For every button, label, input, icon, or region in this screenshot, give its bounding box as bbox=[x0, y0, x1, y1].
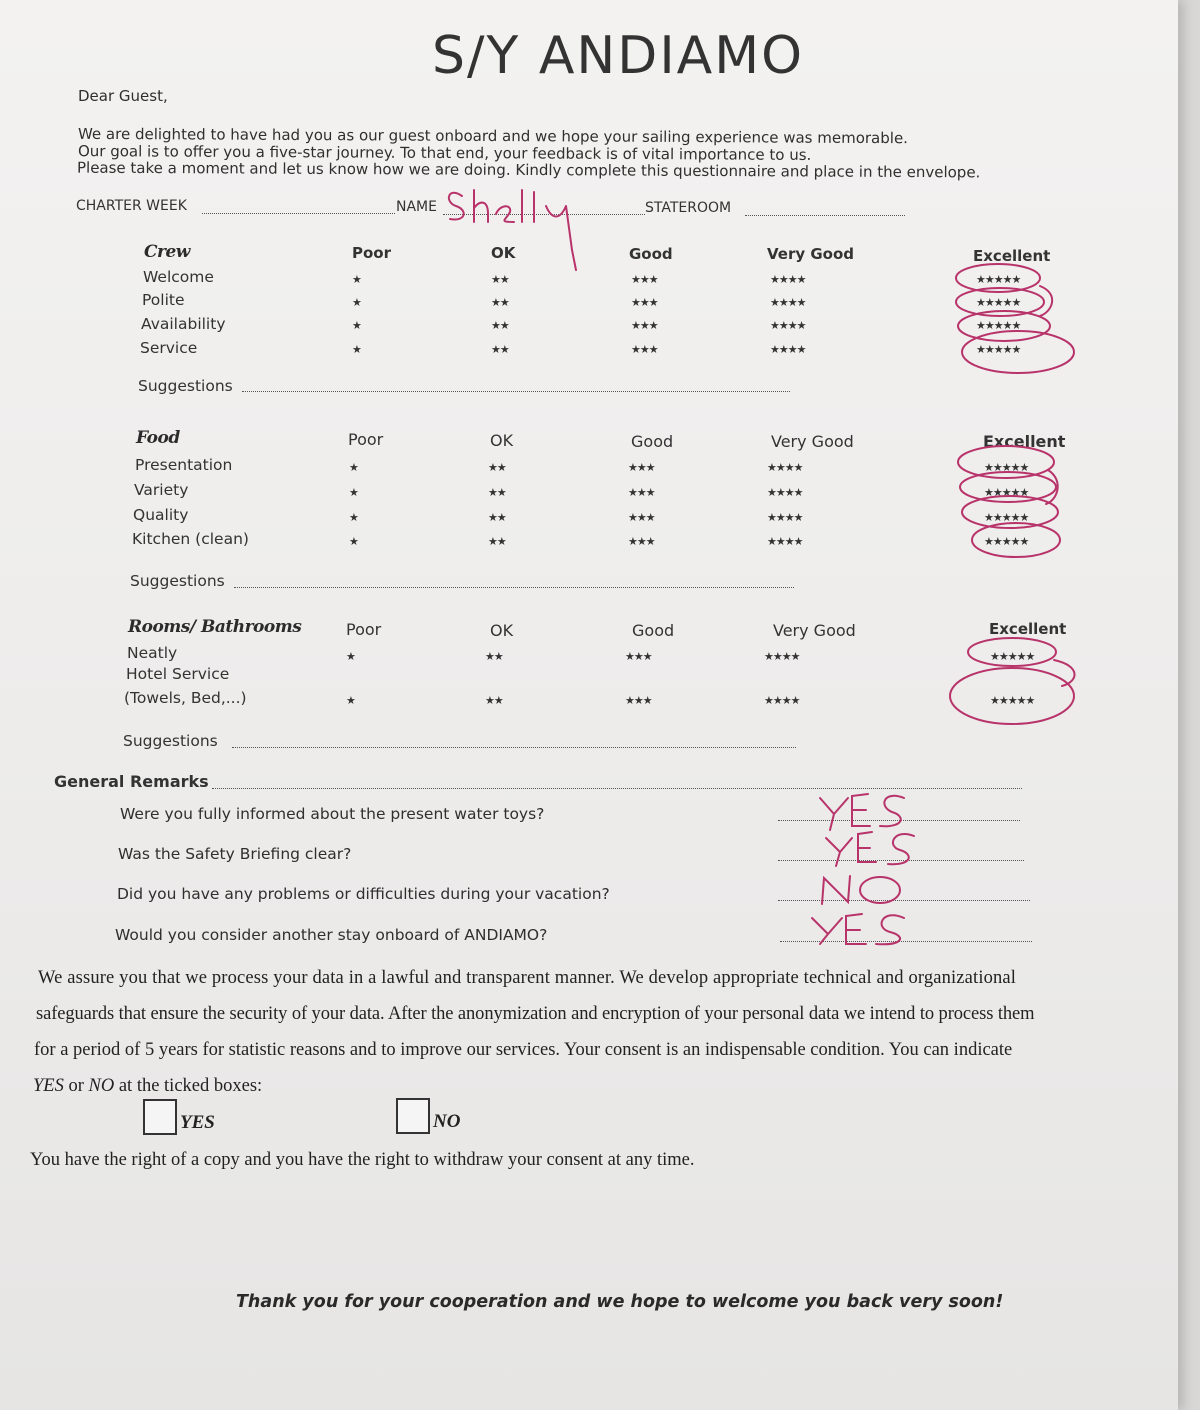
rating-option-5-stars[interactable]: ★★★★★ bbox=[984, 461, 1029, 474]
consent-yes-label: YES bbox=[180, 1112, 215, 1133]
rating-option-4-stars[interactable]: ★★★★ bbox=[767, 461, 803, 474]
rating-option-5-stars[interactable]: ★★★★★ bbox=[976, 343, 1021, 356]
charter-week-label: CHARTER WEEK bbox=[76, 198, 187, 214]
rating-option-4-stars[interactable]: ★★★★ bbox=[770, 319, 806, 332]
general-remarks-label: General Remarks bbox=[54, 772, 209, 791]
rating-option-3-stars[interactable]: ★★★ bbox=[631, 319, 658, 332]
rating-option-4-stars[interactable]: ★★★★ bbox=[770, 343, 806, 356]
charter-week-field[interactable] bbox=[202, 213, 395, 214]
footer-thanks: Thank you for your cooperation and we hope to welcome you back very soon! bbox=[236, 1292, 1004, 1312]
row-label: Kitchen (clean) bbox=[132, 530, 249, 548]
rating-option-3-stars[interactable]: ★★★ bbox=[631, 273, 658, 286]
row-label: Hotel Service bbox=[126, 665, 230, 683]
privacy-line-2: safeguards that ensure the security of your data. After the anonymization and encryption of your personal data we intend to process them bbox=[36, 1004, 1035, 1024]
rating-option-4-stars[interactable]: ★★★★ bbox=[767, 511, 803, 524]
rating-option-3-stars[interactable]: ★★★ bbox=[625, 694, 652, 707]
intro-line-3: Please take a moment and let us know how we are doing. Kindly complete this questionnaire and place in the envelope. bbox=[76, 158, 981, 182]
col-ok: OK bbox=[491, 244, 516, 262]
suggestions-field[interactable] bbox=[232, 747, 796, 748]
rating-option-1-stars[interactable]: ★ bbox=[346, 650, 355, 663]
suggestions-label: Suggestions bbox=[130, 572, 225, 590]
col-very-good: Very Good bbox=[773, 621, 856, 640]
col-excellent: Excellent bbox=[989, 620, 1067, 638]
privacy-line-4 bbox=[33, 1076, 262, 1097]
answer-field[interactable] bbox=[780, 941, 1032, 942]
privacy-line-3: for a period of 5 years for statistic reasons and to improve our services. Your consent is an indispensable condition. You can indicate bbox=[34, 1040, 1013, 1060]
consent-yes-checkbox[interactable] bbox=[143, 1099, 177, 1135]
intro-line-2: Our goal is to offer you a five-star journey. To that end, your feedback is of vital importance to us. bbox=[77, 142, 812, 164]
rating-option-5-stars[interactable]: ★★★★★ bbox=[984, 535, 1029, 548]
suggestions-field[interactable] bbox=[234, 587, 794, 588]
section-title-food: Food bbox=[136, 428, 180, 448]
col-ok: OK bbox=[490, 621, 514, 640]
rating-option-3-stars[interactable]: ★★★ bbox=[628, 511, 655, 524]
consent-no-label: NO bbox=[433, 1111, 461, 1132]
rating-option-4-stars[interactable]: ★★★★ bbox=[764, 694, 800, 707]
rating-option-2-stars[interactable]: ★★ bbox=[491, 343, 509, 356]
rating-option-2-stars[interactable]: ★★ bbox=[485, 694, 503, 707]
col-ok: OK bbox=[490, 431, 514, 450]
col-poor: Poor bbox=[346, 620, 382, 639]
privacy-rights: You have the right of a copy and you have the right to withdraw your consent at any time. bbox=[30, 1150, 695, 1170]
col-very-good: Very Good bbox=[771, 432, 854, 451]
rating-option-2-stars[interactable]: ★★ bbox=[488, 461, 506, 474]
rating-option-2-stars[interactable]: ★★ bbox=[491, 319, 509, 332]
rating-option-2-stars[interactable]: ★★ bbox=[491, 273, 509, 286]
rating-option-1-stars[interactable]: ★ bbox=[346, 694, 355, 707]
rating-option-5-stars[interactable]: ★★★★★ bbox=[976, 296, 1021, 309]
row-label: Welcome bbox=[143, 268, 214, 286]
col-very-good: Very Good bbox=[767, 245, 855, 263]
rating-option-3-stars[interactable]: ★★★ bbox=[631, 343, 658, 356]
or-word: or bbox=[63, 1076, 89, 1096]
greeting: Dear Guest, bbox=[78, 87, 168, 105]
consent-no-checkbox[interactable] bbox=[396, 1098, 430, 1134]
row-label: (Towels, Bed,...) bbox=[124, 689, 247, 707]
rating-option-5-stars[interactable]: ★★★★★ bbox=[984, 486, 1029, 499]
stateroom-field[interactable] bbox=[745, 215, 905, 216]
rating-option-5-stars[interactable]: ★★★★★ bbox=[984, 511, 1029, 524]
rating-option-3-stars[interactable]: ★★★ bbox=[625, 650, 652, 663]
rating-option-1-stars[interactable]: ★ bbox=[352, 343, 361, 356]
question-another-stay: Would you consider another stay onboard of ANDIAMO? bbox=[115, 926, 548, 944]
no-word: NO bbox=[88, 1076, 115, 1096]
rating-option-4-stars[interactable]: ★★★★ bbox=[770, 273, 806, 286]
question-problems: Did you have any problems or difficulties during your vacation? bbox=[117, 885, 610, 903]
rating-option-5-stars[interactable]: ★★★★★ bbox=[976, 319, 1021, 332]
intro-line-1: We are delighted to have had you as our guest onboard and we hope your sailing experience was memorable. bbox=[77, 124, 909, 148]
section-title-crew: Crew bbox=[144, 242, 190, 262]
rating-option-1-stars[interactable]: ★ bbox=[349, 535, 358, 548]
general-remarks-field[interactable] bbox=[212, 788, 1022, 789]
row-label: Polite bbox=[142, 291, 185, 309]
rating-option-3-stars[interactable]: ★★★ bbox=[628, 461, 655, 474]
col-good: Good bbox=[632, 621, 675, 640]
rating-option-1-stars[interactable]: ★ bbox=[352, 319, 361, 332]
row-label: Quality bbox=[133, 506, 189, 524]
rating-option-4-stars[interactable]: ★★★★ bbox=[770, 296, 806, 309]
rating-option-1-stars[interactable]: ★ bbox=[352, 273, 361, 286]
rating-option-1-stars[interactable]: ★ bbox=[349, 486, 358, 499]
suggestions-label: Suggestions bbox=[138, 377, 233, 395]
rating-option-2-stars[interactable]: ★★ bbox=[491, 296, 509, 309]
col-excellent: Excellent bbox=[983, 432, 1066, 451]
rating-option-2-stars[interactable]: ★★ bbox=[488, 486, 506, 499]
row-label: Variety bbox=[134, 481, 189, 499]
row-label: Availability bbox=[141, 315, 226, 333]
rating-option-5-stars[interactable]: ★★★★★ bbox=[976, 273, 1021, 286]
question-safety-briefing: Was the Safety Briefing clear? bbox=[118, 845, 352, 863]
col-excellent: Excellent bbox=[973, 247, 1051, 265]
col-poor: Poor bbox=[352, 244, 392, 262]
row-label: Neatly bbox=[127, 644, 178, 662]
rating-option-2-stars[interactable]: ★★ bbox=[488, 511, 506, 524]
yes-word: YES bbox=[33, 1076, 64, 1096]
answer-field[interactable] bbox=[778, 820, 1020, 821]
col-good: Good bbox=[631, 432, 674, 451]
stateroom-label: STATEROOM bbox=[645, 200, 732, 216]
rating-option-5-stars[interactable]: ★★★★★ bbox=[990, 650, 1035, 663]
privacy-line-1: We assure you that we process your data in a lawful and transparent manner. We develop appropriate technical and organizational bbox=[38, 968, 1017, 988]
rating-option-1-stars[interactable]: ★ bbox=[349, 461, 358, 474]
rating-option-1-stars[interactable]: ★ bbox=[352, 296, 361, 309]
rating-option-3-stars[interactable]: ★★★ bbox=[628, 535, 655, 548]
row-label: Presentation bbox=[135, 456, 233, 474]
ticked-boxes-text: at the ticked boxes: bbox=[114, 1076, 263, 1096]
rating-option-3-stars[interactable]: ★★★ bbox=[631, 296, 658, 309]
page-title: S/Y ANDIAMO bbox=[432, 26, 805, 86]
name-field[interactable] bbox=[443, 214, 645, 215]
col-poor: Poor bbox=[348, 430, 384, 449]
name-label: NAME bbox=[396, 199, 437, 215]
rating-option-4-stars[interactable]: ★★★★ bbox=[767, 535, 803, 548]
answer-field[interactable] bbox=[778, 860, 1024, 861]
row-label: Service bbox=[140, 339, 198, 357]
col-good: Good bbox=[629, 245, 673, 263]
suggestions-label: Suggestions bbox=[123, 732, 218, 750]
rating-option-5-stars[interactable]: ★★★★★ bbox=[990, 694, 1035, 707]
suggestions-field[interactable] bbox=[242, 391, 790, 392]
rating-option-2-stars[interactable]: ★★ bbox=[485, 650, 503, 663]
section-title-rooms: Rooms/ Bathrooms bbox=[128, 617, 302, 637]
rating-option-2-stars[interactable]: ★★ bbox=[488, 535, 506, 548]
answer-field[interactable] bbox=[778, 900, 1030, 901]
rating-option-1-stars[interactable]: ★ bbox=[349, 511, 358, 524]
rating-option-4-stars[interactable]: ★★★★ bbox=[767, 486, 803, 499]
rating-option-4-stars[interactable]: ★★★★ bbox=[764, 650, 800, 663]
rating-option-3-stars[interactable]: ★★★ bbox=[628, 486, 655, 499]
question-water-toys: Were you fully informed about the present water toys? bbox=[120, 805, 545, 823]
